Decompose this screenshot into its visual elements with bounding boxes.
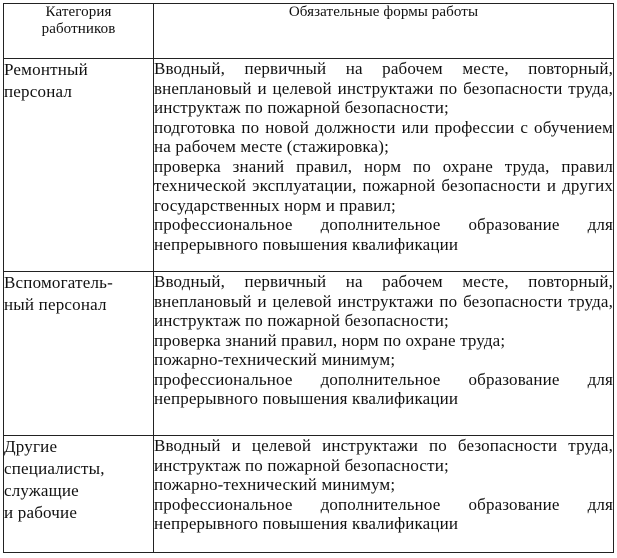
header-row bbox=[4, 4, 614, 59]
category-line: и рабочие bbox=[4, 503, 78, 522]
form-item: пожарно-технический минимум; bbox=[154, 350, 396, 369]
work-forms-table bbox=[3, 3, 614, 553]
category-line: ный персонал bbox=[4, 295, 107, 314]
category-line: Вспомогатель- bbox=[4, 273, 113, 292]
category-line: Ремонтный bbox=[4, 60, 88, 79]
header-category-line: работников bbox=[41, 21, 116, 37]
table-row bbox=[4, 272, 614, 436]
form-item: профессиональное дополнительное образование для непрерывного повышения квалификации bbox=[154, 494, 613, 533]
category-line: Другие bbox=[4, 437, 58, 456]
category-line: служащие bbox=[4, 481, 79, 500]
form-item: пожарно-технический минимум; bbox=[154, 475, 396, 494]
category-cell bbox=[4, 59, 154, 272]
forms-cell bbox=[154, 436, 614, 553]
forms-cell bbox=[154, 272, 614, 436]
forms-cell bbox=[154, 59, 614, 272]
form-item: подготовка по новой должности или профессии с обучением на рабочем месте (стажировка); bbox=[154, 117, 613, 156]
category-cell bbox=[4, 436, 154, 553]
form-item: проверка знаний правил, норм по охране труда, правил технической эксплуатации, пожарной безопасности и других государственных норм и правил; bbox=[154, 156, 613, 215]
form-item: проверка знаний правил, норм по охране труда; bbox=[154, 330, 506, 350]
form-item: профессиональное дополнительное образование для непрерывного повышения квалификации bbox=[154, 369, 613, 408]
form-item: Вводный, первичный на рабочем месте, повторный, внеплановый и целевой инструктажи по безопасности труда, инструктаж по пожарной безопасности; bbox=[154, 272, 613, 330]
category-line: специалисты, bbox=[4, 459, 105, 478]
form-item: Вводный и целевой инструктажи по безопасности труда, инструктаж по пожарной безопасности; bbox=[154, 436, 613, 475]
category-cell bbox=[4, 272, 154, 436]
category-line: персонал bbox=[4, 82, 73, 101]
form-item: Вводный, первичный на рабочем месте, повторный, внеплановый и целевой инструктажи по безопасности труда, инструктаж по пожарной безопасности; bbox=[154, 59, 613, 117]
table-row bbox=[4, 59, 614, 272]
header-forms: Обязательные формы работы bbox=[154, 4, 614, 59]
table-row bbox=[4, 436, 614, 553]
form-item: профессиональное дополнительное образование для непрерывного повышения квалификации bbox=[154, 215, 613, 254]
header-category bbox=[4, 4, 154, 59]
header-category-line: Категория bbox=[45, 4, 112, 20]
